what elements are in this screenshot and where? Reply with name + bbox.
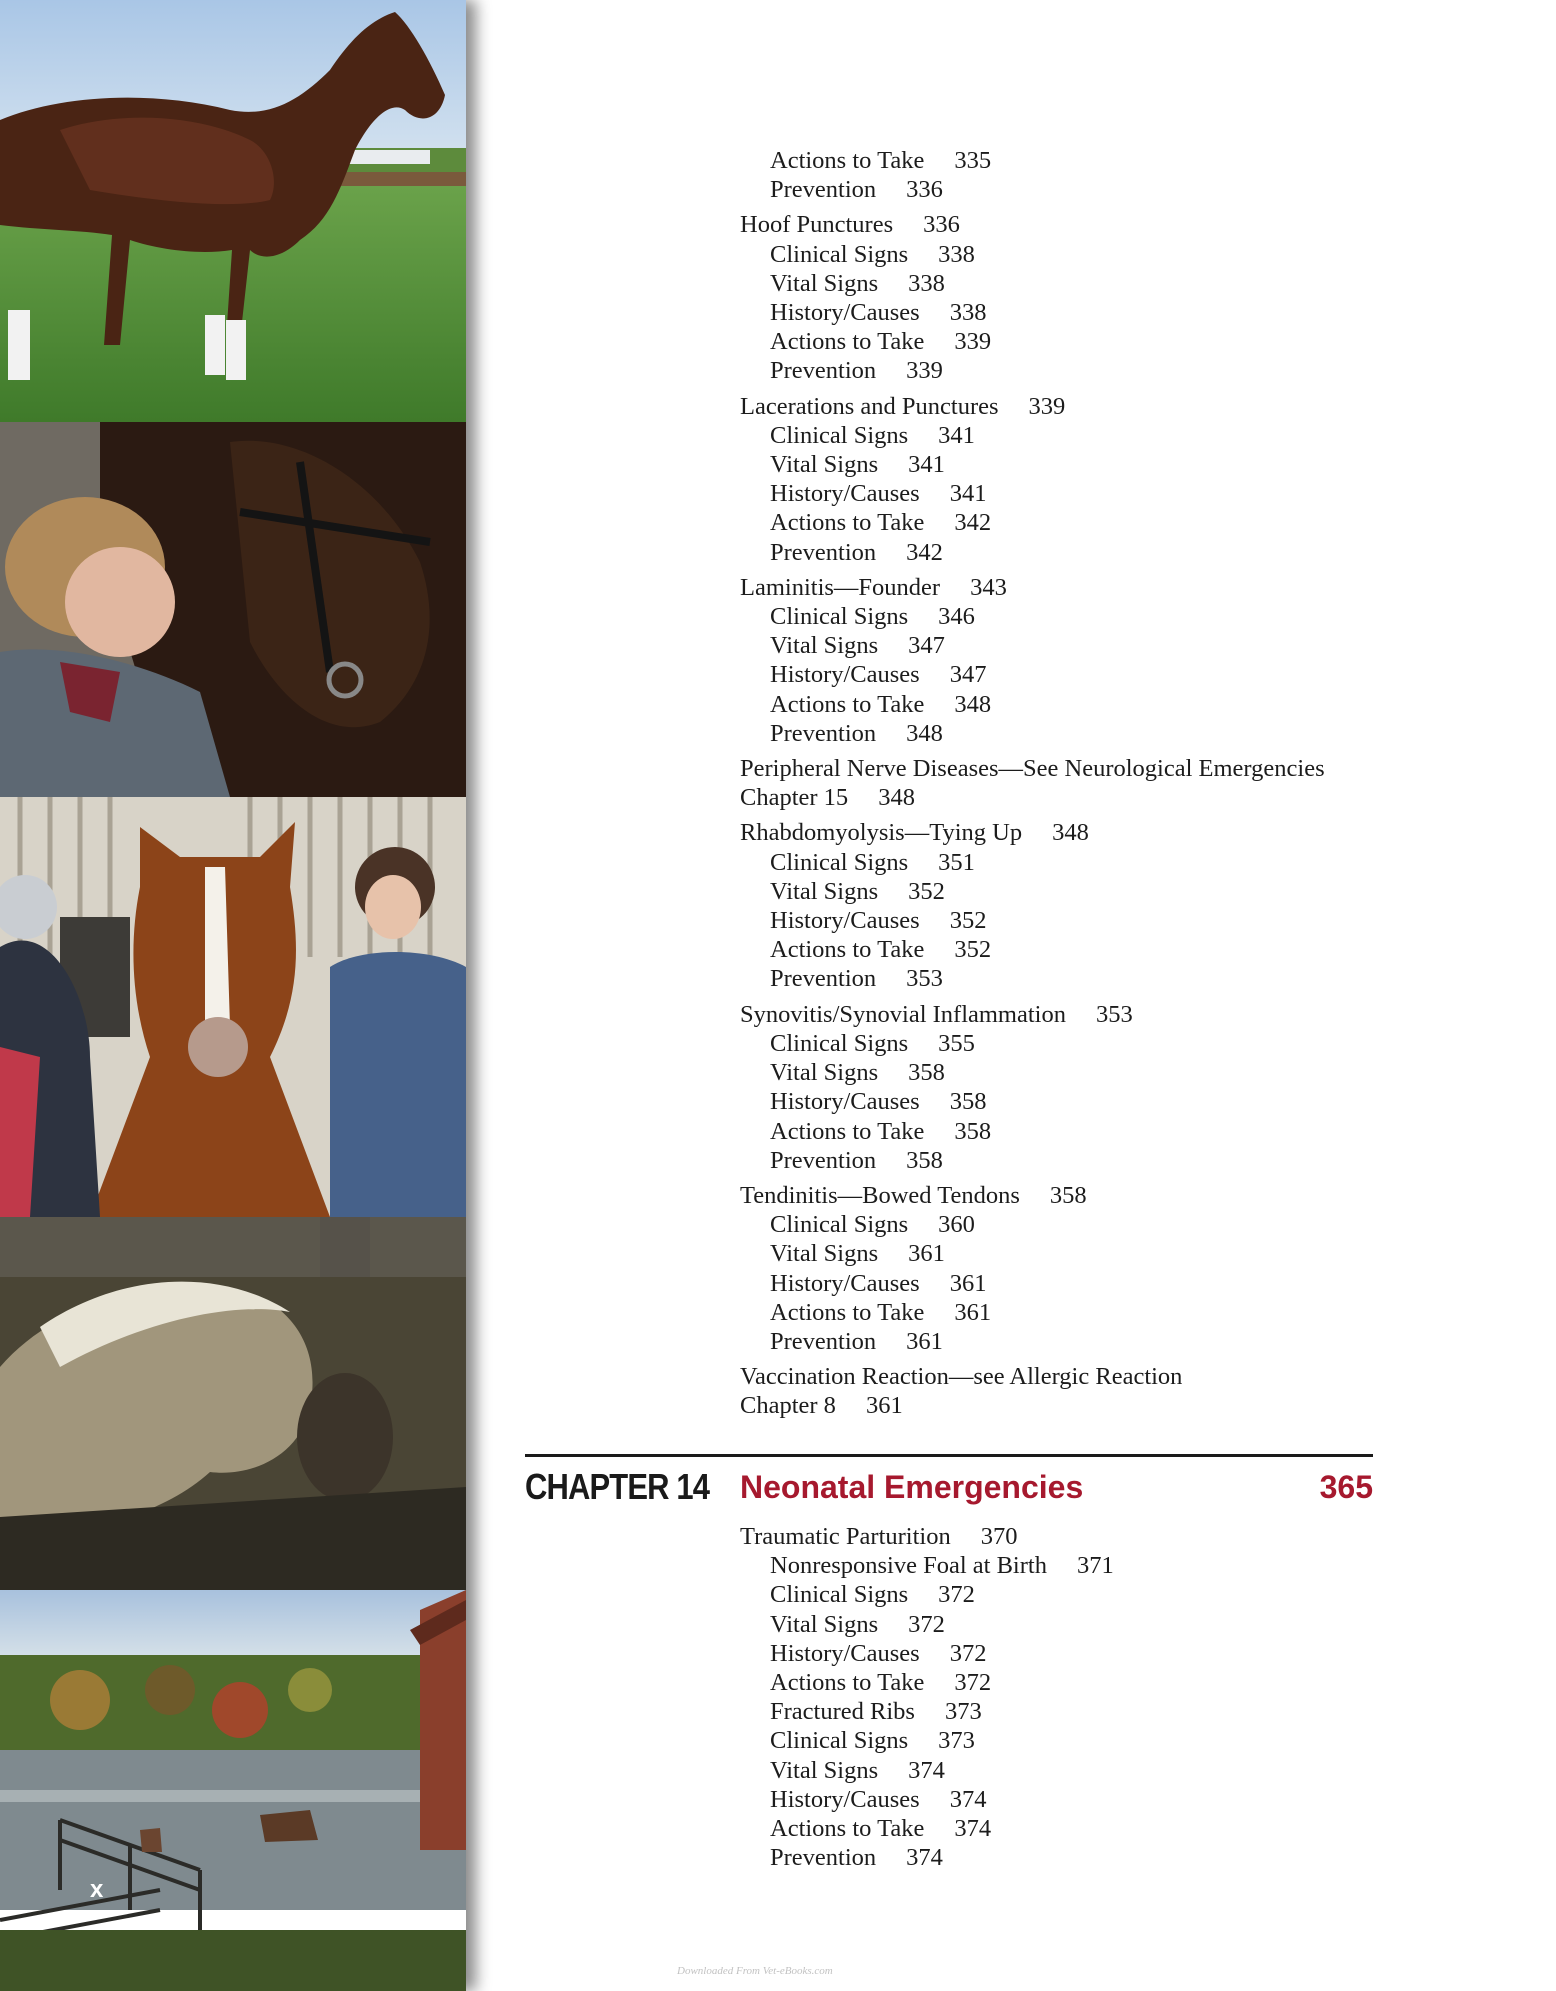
toc-subentry — [740, 631, 1380, 660]
toc-page-number: 347 — [908, 632, 945, 660]
toc-page-number: 348 — [906, 719, 943, 747]
toc-entry-title: Clinical Signs — [770, 1727, 909, 1755]
toc-page-number: 339 — [906, 357, 943, 385]
toc-page-number: 342 — [954, 509, 992, 537]
toc-heading — [740, 1362, 1380, 1391]
toc-subentry — [740, 240, 1380, 269]
toc-heading — [740, 818, 1380, 847]
toc-subentry — [740, 298, 1380, 327]
toc-subentry — [740, 450, 1380, 479]
toc-entry — [740, 818, 1380, 993]
toc-page-number: 361 — [865, 1392, 903, 1420]
toc-page-number: 358 — [954, 1117, 992, 1145]
chapter-label: CHAPTER 14 — [525, 1466, 710, 1507]
toc-subentry — [740, 421, 1380, 450]
toc-entry-title: Actions to Take — [770, 509, 925, 537]
toc-subentry — [740, 538, 1380, 567]
toc-entry — [740, 1522, 1380, 1872]
toc-page-number: 346 — [938, 603, 975, 631]
toc-subentry — [740, 1058, 1380, 1087]
toc-entry-title: History/Causes — [770, 907, 920, 935]
toc-entry-title: Prevention — [770, 538, 877, 566]
toc-page-number: 348 — [878, 784, 915, 812]
toc-entry-title: Vital Signs — [770, 877, 879, 905]
toc-subentry — [740, 1639, 1380, 1668]
toc-entry-title: Traumatic Parturition — [740, 1523, 951, 1550]
toc-page-number: 341 — [949, 480, 987, 508]
toc-entry-title: Lacerations and Punctures — [740, 392, 999, 420]
toc-entry-title: Clinical Signs — [770, 603, 909, 631]
people-with-chestnut-horse-photo — [0, 797, 466, 1217]
toc-entry-title: Prevention — [770, 1844, 877, 1872]
toc-page-number: 338 — [938, 240, 975, 268]
toc-heading — [740, 783, 1380, 812]
toc-heading — [740, 392, 1380, 421]
contents-list-top — [740, 146, 1380, 1421]
toc-subentry — [740, 719, 1380, 748]
toc-entry-title: History/Causes — [770, 1269, 920, 1297]
toc-subentry — [740, 1269, 1380, 1298]
chapter-rule — [525, 1454, 1373, 1457]
toc-subentry — [740, 1580, 1380, 1609]
toc-entry-title: Vital Signs — [770, 1240, 879, 1268]
toc-subentry — [740, 1756, 1380, 1785]
toc-entry-title: Vital Signs — [770, 1610, 879, 1638]
toc-heading — [740, 573, 1380, 602]
toc-entry-title: Clinical Signs — [770, 848, 909, 876]
toc-entry-title: Chapter 15 — [740, 784, 849, 812]
toc-page-number: 348 — [1052, 819, 1089, 847]
toc-page-number: 353 — [906, 965, 943, 993]
toc-page-number: 373 — [944, 1698, 982, 1726]
toc-page-number: 336 — [923, 211, 960, 239]
toc-page-number: 361 — [949, 1269, 987, 1297]
toc-subentry — [740, 269, 1380, 298]
toc-subentry — [740, 1146, 1380, 1175]
toc-page-number: 372 — [954, 1669, 992, 1697]
toc-entry-title: Prevention — [770, 1327, 877, 1355]
toc-entry-title: History/Causes — [770, 661, 920, 689]
toc-entry-title: Vital Signs — [770, 1059, 879, 1087]
toc-entry — [740, 210, 1380, 385]
toc-entry-title: Actions to Take — [770, 1815, 925, 1843]
toc-heading — [740, 210, 1380, 239]
toc-subentry — [740, 146, 1380, 175]
toc-entry-title: Chapter 8 — [740, 1392, 836, 1420]
toc-entry-title: Vital Signs — [770, 632, 879, 660]
toc-subentry — [740, 1610, 1380, 1639]
toc-subentry — [740, 1327, 1380, 1356]
toc-entry — [740, 146, 1380, 204]
toc-entry-title: Actions to Take — [770, 936, 925, 964]
toc-entry-title: Prevention — [770, 357, 877, 385]
toc-page-number: 342 — [906, 538, 943, 566]
toc-page-number: 336 — [906, 176, 943, 204]
toc-subentry — [740, 660, 1380, 689]
toc-page-number: 339 — [954, 328, 992, 356]
toc-subentry — [740, 602, 1380, 631]
toc-subentry — [740, 175, 1380, 204]
toc-heading — [740, 754, 1380, 783]
toc-page-number: 338 — [949, 299, 987, 327]
toc-subentry — [740, 1551, 1380, 1580]
toc-entry — [740, 1181, 1380, 1356]
toc-entry-title: Vital Signs — [770, 451, 879, 479]
toc-page-number: 338 — [908, 269, 945, 297]
toc-entry-title: Prevention — [770, 176, 877, 204]
toc-page-number: 358 — [906, 1146, 943, 1174]
toc-subentry — [740, 327, 1380, 356]
toc-entry-title: Vaccination Reaction—see Allergic Reaction — [740, 1363, 1183, 1391]
toc-entry-title: Actions to Take — [770, 147, 925, 174]
toc-entry-title: Fractured Ribs — [770, 1698, 915, 1726]
toc-entry-title: Peripheral Nerve Diseases—See Neurological Emergencies — [740, 755, 1325, 783]
chapter-title: Neonatal Emergencies — [740, 1469, 1084, 1505]
contents-list-bottom — [740, 1522, 1380, 1872]
toc-page-number: 358 — [1049, 1181, 1087, 1209]
toc-entry-title: Synovitis/Synovial Inflammation — [740, 1000, 1066, 1028]
toc-page-number: 370 — [980, 1523, 1018, 1550]
toc-page-number: 373 — [938, 1727, 975, 1755]
toc-entry-title: Clinical Signs — [770, 240, 909, 268]
toc-entry-title: History/Causes — [770, 1785, 920, 1813]
toc-entry-title: Laminitis—Founder — [740, 573, 941, 601]
toc-subentry — [740, 877, 1380, 906]
toc-subentry — [740, 1087, 1380, 1116]
toc-entry — [740, 573, 1380, 748]
toc-page-number: 352 — [954, 936, 992, 964]
toc-entry-title: Tendinitis—Bowed Tendons — [740, 1181, 1020, 1209]
toc-subentry — [740, 1298, 1380, 1327]
toc-entry-title: Actions to Take — [770, 690, 925, 718]
toc-subentry — [740, 1814, 1380, 1843]
toc-page-number: 358 — [908, 1059, 945, 1087]
toc-subentry — [740, 1029, 1380, 1058]
chapter-heading — [525, 1466, 1373, 1516]
toc-heading — [740, 1522, 1380, 1551]
toc-subentry — [740, 356, 1380, 385]
toc-subentry — [740, 848, 1380, 877]
toc-page-number: 355 — [938, 1029, 975, 1057]
toc-entry — [740, 392, 1380, 567]
toc-page-number: 374 — [906, 1844, 943, 1872]
toc-entry — [740, 1000, 1380, 1175]
toc-page-number: 374 — [949, 1785, 987, 1813]
toc-page-number: 343 — [970, 573, 1007, 601]
toc-entry-title: Nonresponsive Foal at Birth — [770, 1552, 1047, 1580]
toc-entry — [740, 1362, 1380, 1420]
toc-entry-title: Rhabdomyolysis—Tying Up — [740, 819, 1023, 847]
toc-page-number: 358 — [949, 1088, 987, 1116]
toc-page-number: 339 — [1028, 392, 1066, 420]
toc-entry-title: Hoof Punctures — [740, 211, 894, 239]
toc-subentry — [740, 1239, 1380, 1268]
toc-subentry — [740, 935, 1380, 964]
toc-heading — [740, 1391, 1380, 1420]
toc-entry-title: Clinical Signs — [770, 1581, 909, 1609]
toc-page-number: 361 — [906, 1327, 943, 1355]
toc-subentry — [740, 508, 1380, 537]
horse-standing-photo — [0, 0, 466, 422]
toc-heading — [740, 1000, 1380, 1029]
toc-entry-title: Actions to Take — [770, 1669, 925, 1697]
toc-page-number: 341 — [938, 421, 975, 449]
toc-page-number: 348 — [954, 690, 992, 718]
toc-entry-title: Clinical Signs — [770, 421, 909, 449]
toc-entry-title: Vital Signs — [770, 269, 879, 297]
toc-subentry — [740, 479, 1380, 508]
toc-entry-title: Clinical Signs — [770, 1029, 909, 1057]
toc-page-number: 335 — [954, 147, 992, 174]
toc-page-number: 372 — [949, 1639, 987, 1667]
toc-entry-title: Clinical Signs — [770, 1211, 909, 1239]
toc-entry-title: Prevention — [770, 1146, 877, 1174]
toc-page-number: 374 — [908, 1756, 945, 1784]
toc-entry-title: Actions to Take — [770, 1298, 925, 1326]
toc-entry-title: History/Causes — [770, 299, 920, 327]
toc-entry-title: History/Causes — [770, 1639, 920, 1667]
toc-subentry — [740, 1843, 1380, 1872]
toc-page-number: 360 — [938, 1211, 975, 1239]
toc-page-number: 371 — [1076, 1552, 1114, 1580]
toc-page-number: 372 — [938, 1581, 975, 1609]
toc-subentry — [740, 1785, 1380, 1814]
toc-subentry — [740, 690, 1380, 719]
page-folio: x — [90, 1876, 104, 1903]
toc-entry-title: Actions to Take — [770, 328, 925, 356]
toc-subentry — [740, 964, 1380, 993]
chapter-page-number: 365 — [1319, 1469, 1373, 1505]
toc-heading — [740, 1181, 1380, 1210]
toc-entry-title: Actions to Take — [770, 1117, 925, 1145]
toc-page-number: 352 — [949, 907, 987, 935]
toc-subentry — [740, 1210, 1380, 1239]
toc-page-number: 361 — [908, 1240, 945, 1268]
toc-page-number: 353 — [1095, 1000, 1133, 1028]
toc-subentry — [740, 906, 1380, 935]
toc-entry-title: Prevention — [770, 719, 877, 747]
footer-watermark: Downloaded From Vet-eBooks.com — [677, 1965, 833, 1977]
toc-entry-title: Vital Signs — [770, 1756, 879, 1784]
toc-page-number: 374 — [954, 1815, 992, 1843]
toc-subentry — [740, 1117, 1380, 1146]
mare-and-foal-photo — [0, 1217, 466, 1590]
woman-with-horse-photo — [0, 422, 466, 797]
toc-page-number: 361 — [954, 1298, 992, 1326]
toc-subentry — [740, 1668, 1380, 1697]
toc-page-number: 372 — [908, 1610, 945, 1638]
toc-entry-title: History/Causes — [770, 1088, 920, 1116]
toc-page-number: 351 — [938, 848, 975, 876]
toc-page-number: 352 — [908, 877, 945, 905]
toc-page-number: 347 — [949, 661, 987, 689]
toc-page-number: 341 — [908, 451, 945, 479]
toc-subentry — [740, 1697, 1380, 1726]
toc-entry-title: History/Causes — [770, 480, 920, 508]
toc-subentry — [740, 1726, 1380, 1755]
photo-strip — [0, 0, 466, 1991]
toc-entry — [740, 754, 1380, 812]
toc-entry-title: Prevention — [770, 965, 877, 993]
flooded-pasture-photo — [0, 1590, 466, 1991]
